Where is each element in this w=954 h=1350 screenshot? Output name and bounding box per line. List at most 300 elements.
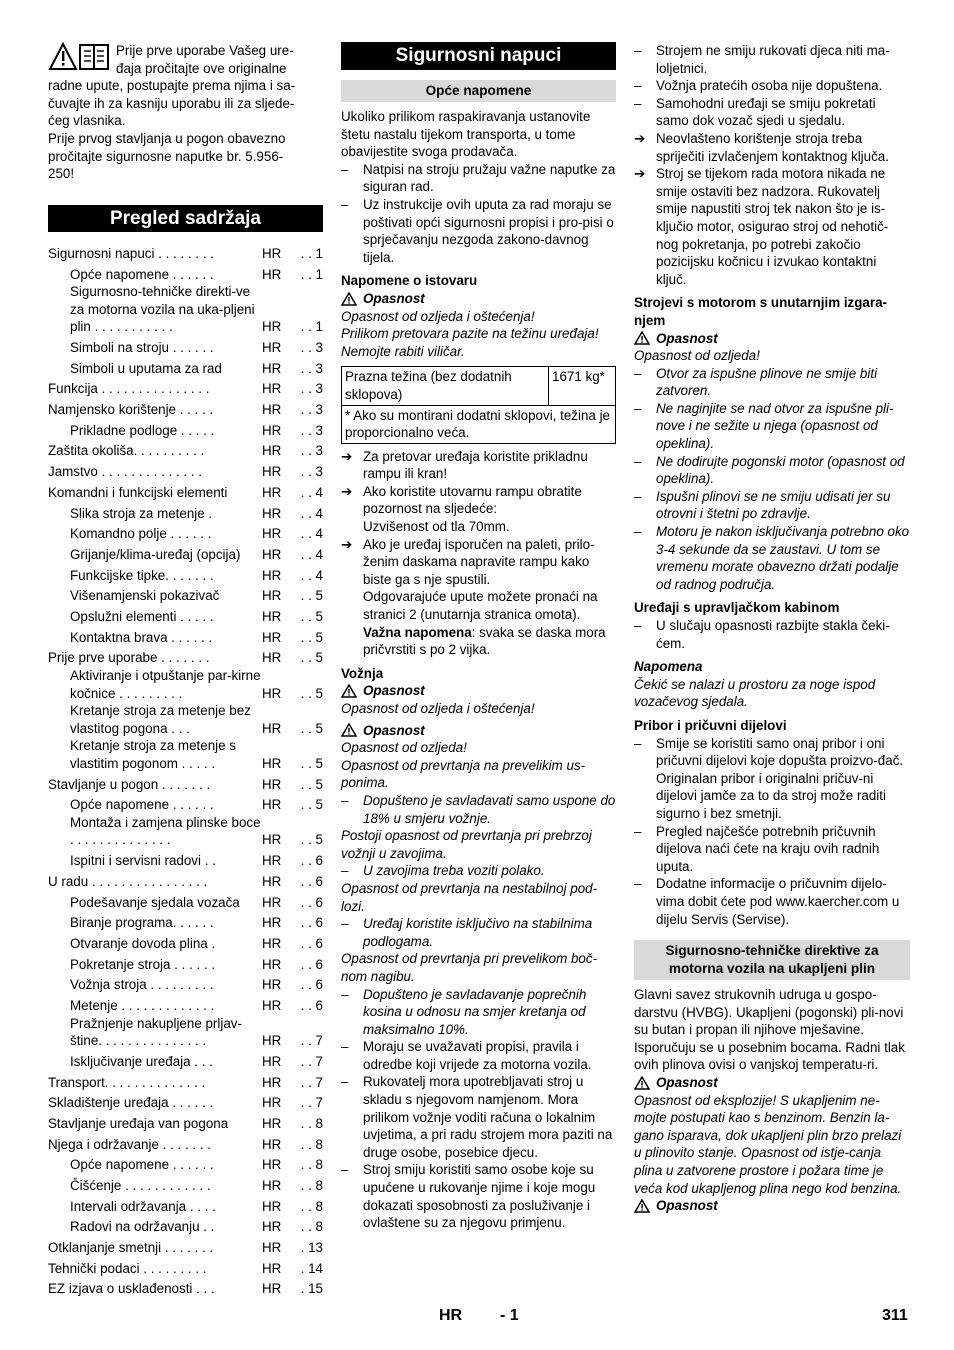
toc-entry-title: Funkcija . . . . . . . . . . . . . . . <box>48 381 210 397</box>
column-right <box>634 42 910 1215</box>
warning-icon <box>634 331 650 345</box>
toc-heading: Pregled sadržaja <box>48 205 323 232</box>
danger-label: Opasnost <box>363 683 425 699</box>
dash-mark: – <box>634 78 642 94</box>
warning-icon <box>634 1199 650 1213</box>
toc-entry-page: . . 8 <box>300 1115 323 1131</box>
important-note <box>341 624 616 659</box>
dash-mark: – <box>341 1039 349 1055</box>
toc-entry-title: Isključivanje uređaja . . . <box>70 1053 213 1069</box>
toc-entry-title: Slika stroja za metenje . <box>70 505 213 521</box>
toc-entry-lang: HR <box>262 1240 282 1255</box>
toc-entry[interactable] <box>48 994 323 1015</box>
paragraph: Glavni savez strukovnih udruga u gospo-darstvu (HVBG). Ukapljeni (pogonski) pli-novi su butan i propan ili njihove mješavine. Isporučuju se u posebnim bocama. Radni tlak ovih plinova ovisi o vanjskoj temperatu-ri. <box>634 987 905 1073</box>
toc-entry-page: . . 6 <box>300 915 323 931</box>
toc-entry[interactable] <box>48 336 323 357</box>
toc-entry[interactable] <box>48 439 323 460</box>
toc-entry-page: . . 8 <box>300 1219 323 1235</box>
weight-footnote: * Ako su montirani dodatni sklopovi, težina je proporcionalno veća. <box>342 405 616 443</box>
arrow-text: Neovlašteno korištenje stroja treba spriječiti izvlačenjem kontaktnog ključa. <box>656 130 889 164</box>
toc-entry-title: Otklanjanje smetnji . . . . . . . <box>48 1240 214 1255</box>
toc-entry-title: Zaštita okoliša. . . . . . . . . . <box>48 443 205 459</box>
arrow-icon: ➔ <box>341 483 353 499</box>
dash-text: Dodatne informacije o pričuvnim dijelo-vima dobit ćete pod www.kaercher.com u dijelu Servis (Servise). <box>656 876 900 927</box>
toc-entry[interactable] <box>48 772 323 793</box>
toc-entry-page: . . 6 <box>300 873 323 889</box>
danger-text: Opasnost od prevrtanja na nestabilnoj pod-lozi. <box>341 880 598 914</box>
toc-entry[interactable] <box>48 501 323 522</box>
danger-label: Opasnost <box>656 330 718 346</box>
toc-entry-lang: HR <box>262 650 282 666</box>
toc-entry[interactable] <box>48 952 323 973</box>
dash-text: Natpisi na stroju pružaju važne naputke za siguran rad. <box>363 161 616 195</box>
toc-entry-title: Grijanje/klima-uređaj (opcija) <box>70 546 241 562</box>
toc-entry[interactable] <box>48 460 323 481</box>
toc-entry-title: Intervali održavanja . . . . <box>70 1198 216 1214</box>
warning-icon <box>341 684 357 698</box>
toc-entry-page: . . 5 <box>300 797 323 813</box>
intro-line: radne upute, postupajte prema njima i sa- <box>48 78 296 94</box>
dash-item <box>634 400 910 453</box>
heading: Napomene o istovaru <box>341 273 478 289</box>
toc-entry-title: Aktiviranje i otpuštanje par-kirne kočnice . . . . . . . . . <box>70 667 261 701</box>
toc-entry[interactable] <box>48 849 323 870</box>
toc-entry[interactable] <box>48 242 323 263</box>
toc-entry-page: . . 5 <box>300 776 323 792</box>
toc-entry-lang: HR <box>262 381 282 397</box>
arrow-text: Ako koristite utovarnu rampu obratite pozornost na sljedeće: <box>363 483 582 517</box>
warning-icon <box>341 723 357 737</box>
toc-entry-title: Montaža i zamjena plinske boce . . . . . . . . . . . . . . <box>70 814 261 848</box>
danger-signal <box>341 682 616 700</box>
toc-entry-title: Biranje programa. . . . . . <box>70 915 214 931</box>
dash-text: U zavojima treba voziti polako. <box>363 863 545 879</box>
toc-entry-page: . . 7 <box>300 1074 323 1090</box>
toc-entry-page: . . 5 <box>300 629 323 645</box>
toc-entry[interactable] <box>48 419 323 440</box>
toc-entry[interactable] <box>48 932 323 953</box>
arrow-item <box>341 536 616 589</box>
toc-entry-lang: HR <box>262 567 282 583</box>
toc-entry[interactable] <box>48 911 323 932</box>
toc-entry-lang: HR <box>262 755 282 771</box>
toc-entry-lang: HR <box>262 797 282 813</box>
toc-entry-lang: HR <box>262 832 282 848</box>
toc-entry-lang: HR <box>262 977 282 993</box>
toc-entry-lang: HR <box>262 720 282 736</box>
toc-entry-title: Simboli na stroju . . . . . . <box>70 340 214 355</box>
toc-entry[interactable] <box>48 814 323 849</box>
toc-entry-page: . . 6 <box>300 997 323 1013</box>
toc-entry-lang: HR <box>262 1260 282 1276</box>
subsection-title: Sigurnosno-tehničke direktive za motorna vozila na ukapljeni plin <box>634 940 910 980</box>
dash-text: Ne naginjite se nad otvor za ispušne pli-nove i ne sežite u njega (opasnost od opeklina). <box>656 400 894 452</box>
dash-item <box>634 488 910 523</box>
danger-label: Opasnost <box>656 1075 718 1091</box>
toc-entry-lang: HR <box>262 526 282 542</box>
toc-entry-lang: HR <box>262 1219 282 1235</box>
toc-entry-lang: HR <box>262 1074 282 1090</box>
intro-line: čuvajte ih za kasniju uporabu ili za sljede- <box>48 95 295 111</box>
toc-entry-title: Sigurnosno-tehničke direkti-ve za motorna vozila na uka-pljeni plin . . . . . . . . . . . <box>70 284 255 335</box>
toc-entry-title: Vožnja stroja . . . . . . . . . <box>70 977 214 993</box>
toc-entry[interactable] <box>48 584 323 605</box>
toc-entry-lang: HR <box>262 1095 282 1111</box>
dash-text: Vožnja pratećih osoba nije dopuštena. <box>656 78 883 94</box>
toc-entry[interactable] <box>48 283 323 336</box>
dash-item <box>341 792 616 827</box>
dash-mark: – <box>341 161 349 177</box>
toc-entry-title: Ispitni i servisni radovi . . <box>70 853 216 869</box>
danger-text: Opasnost od eksplozije! S ukapljenim ne-mojte postupati kao s benzinom. Benzin la-gano isparava, dok ukapljeni plin brzo prelazi u plinovito stanje. Opasnost od istje-canja plina u zatvorene prostore i požara time je veća kod ukapljenog plina nego kod benzina. <box>634 1092 902 1196</box>
toc-entry-page: . . 8 <box>300 1157 323 1173</box>
toc-entry-page: . . 1 <box>300 245 323 261</box>
danger-signal <box>634 1074 910 1092</box>
toc-entry[interactable] <box>48 563 323 584</box>
arrow-icon: ➔ <box>341 536 353 552</box>
toc-entry-page: . . 3 <box>300 422 323 438</box>
intro-line: Prije prve uporabe Vašeg ure- <box>116 43 294 58</box>
toc-entry-lang: HR <box>262 608 282 624</box>
toc-entry-page: . . 7 <box>300 1053 323 1069</box>
dash-item <box>634 875 910 928</box>
toc-entry-page: . . 4 <box>300 567 323 583</box>
dash-item <box>341 161 616 196</box>
footer-page-marker: - 1 <box>500 1307 519 1324</box>
dash-item <box>341 986 616 1039</box>
dash-text: Strojem ne smiju rukovati djeca niti ma-loljetnici. <box>656 43 890 76</box>
heading: Vožnja <box>341 665 384 681</box>
toc-entry-lang: HR <box>262 1115 282 1131</box>
toc-entry[interactable] <box>48 1132 323 1153</box>
dash-mark: – <box>634 876 642 892</box>
dash-text: Samohodni uređaji se smiju pokretati samo dok vozač sjedi u sjedalu. <box>656 95 876 129</box>
danger-label: Opasnost <box>363 290 425 306</box>
danger-signal <box>634 1197 910 1215</box>
toc-entry-page: . . 1 <box>300 266 323 282</box>
toc-entry[interactable] <box>48 1153 323 1174</box>
toc-entry[interactable] <box>48 1112 323 1133</box>
toc-entry[interactable] <box>48 1277 323 1298</box>
indented-text: Uzvišenost od tla 70mm. <box>363 519 510 535</box>
weight-table <box>341 366 616 443</box>
arrow-text: Ako je uređaj isporučen na paleti, prilo-ženim daskama napravite rampu kako biste ga s nje spustili. <box>363 536 595 587</box>
toc-entry-page: . . 4 <box>300 526 323 542</box>
toc-entry-title: Stavljanje u pogon . . . . . . . <box>48 776 211 792</box>
toc-entry-page: . 15 <box>300 1281 323 1297</box>
toc-entry-lang: HR <box>262 1136 282 1152</box>
toc-entry-title: U radu . . . . . . . . . . . . . . . . <box>48 873 208 889</box>
toc-entry[interactable] <box>48 973 323 994</box>
toc-entry-page: . . 5 <box>300 832 323 848</box>
toc-entry-title: Opće napomene . . . . . . <box>70 266 214 282</box>
dash-mark: – <box>634 488 642 504</box>
toc-entry-page: . . 4 <box>300 546 323 562</box>
toc-entry-page: . . 4 <box>300 505 323 521</box>
danger-text: Opasnost od ozljeda! Opasnost od prevrtanja na prevelikim us-ponima. <box>341 740 586 791</box>
intro-line: Prije prvog stavljanja u pogon obavezno <box>48 130 286 146</box>
toc-entry-lang: HR <box>262 319 282 335</box>
toc-entry-page: . . 5 <box>300 650 323 666</box>
arrow-text: Stroj se tijekom rada motora nikada ne smije ostaviti bez nadzora. Rukovatelj smije napustiti stroj tek nakon što je is-ključio motor, osigurao stroj od nehotič-nog pokretanja, po potrebi zakočio pozicijsku kočnicu i izvukao kontaktni ključ. <box>656 166 889 287</box>
toc-entry[interactable] <box>48 1215 323 1236</box>
toc-entry-title: Višenamjenski pokazivač <box>70 588 220 604</box>
note-label: Napomena <box>634 659 703 675</box>
toc-entry-lang: HR <box>262 1177 282 1193</box>
toc-entry-title: Njega i održavanje . . . . . . . <box>48 1136 211 1152</box>
toc-entry-title: Metenje . . . . . . . . . . . . . <box>70 997 215 1013</box>
footer-page-number: 311 <box>882 1307 908 1324</box>
toc-entry[interactable] <box>48 1091 323 1112</box>
arrow-icon: ➔ <box>634 166 646 182</box>
toc-entry-title: Prikladne podloge . . . . . <box>70 422 215 438</box>
toc-entry-title: Jamstvo . . . . . . . . . . . . . . <box>48 464 203 480</box>
dash-item <box>341 862 616 880</box>
dash-mark: – <box>341 863 349 879</box>
dash-mark: – <box>341 986 349 1002</box>
toc-entry-page: . . 3 <box>300 443 323 459</box>
toc-entry-lang: HR <box>262 956 282 972</box>
dash-item <box>634 365 910 400</box>
danger-text: Opasnost od ozljeda i oštećenja! Prilikom pretovara pazite na težinu uređaja! Nemojte rabiti viličar. <box>341 308 599 359</box>
toc-entry-page: . . 3 <box>300 381 323 397</box>
dash-item <box>634 617 910 652</box>
warning-and-manual-icon <box>48 42 112 72</box>
toc-entry[interactable] <box>48 890 323 911</box>
toc-entry[interactable] <box>48 1257 323 1278</box>
dash-item <box>634 42 910 77</box>
toc-entry-title: Opće napomene . . . . . . <box>70 797 214 813</box>
toc-entry-title: Čišćenje . . . . . . . . . . . . <box>70 1177 211 1193</box>
toc-entry[interactable] <box>48 626 323 647</box>
toc-entry-title: Sigurnosni napuci . . . . . . . . <box>48 245 214 261</box>
toc-entry-title: Opće napomene . . . . . . <box>70 1157 214 1173</box>
toc-entry[interactable] <box>48 1015 323 1050</box>
dash-text: Moraju se uvažavati propisi, pravila i odredbe koji vrijede za motorna vozila. <box>363 1039 592 1072</box>
arrow-item <box>341 448 616 483</box>
toc-entry-page: . 14 <box>300 1260 323 1276</box>
dash-item <box>634 77 910 95</box>
toc-entry[interactable] <box>48 1050 323 1071</box>
toc-entry-lang: HR <box>262 402 282 418</box>
toc-entry-page: . . 5 <box>300 685 323 701</box>
toc-entry[interactable] <box>48 1174 323 1195</box>
toc-entry[interactable] <box>48 377 323 398</box>
dash-text: U slučaju opasnosti razbijte stakla čeki-ćem. <box>656 618 890 651</box>
toc-entry[interactable] <box>48 793 323 814</box>
danger-text: Postoji opasnost od prevrtanja pri prebrzoj vožnji u zavojima. <box>341 828 592 861</box>
toc-entry-title: Funkcijske tipke. . . . . . . <box>70 567 214 583</box>
dash-mark: – <box>634 365 642 381</box>
toc-entry-page: . . 8 <box>300 1198 323 1214</box>
toc-entry-lang: HR <box>262 997 282 1013</box>
intro-line: đaja pročitajte ove originalne <box>116 60 287 76</box>
dash-mark: – <box>634 95 642 111</box>
dash-text: Pregled najčešće potrebnih pričuvnih dijelova naći ćete na kraju ovih radnih uputa. <box>656 823 880 874</box>
dash-item <box>341 1161 616 1231</box>
arrow-text: Za pretovar uređaja koristite prikladnu rampu ili kran! <box>363 448 588 482</box>
toc-entry-lang: HR <box>262 443 282 459</box>
arrow-item <box>634 165 910 288</box>
toc-entry-page: . . 6 <box>300 956 323 972</box>
toc-entry-title: Stavljanje uređaja van pogona <box>48 1115 229 1131</box>
toc-entry[interactable] <box>48 398 323 419</box>
toc-entry-lang: HR <box>262 464 282 480</box>
toc-entry-page: . . 3 <box>300 464 323 480</box>
dash-text: Smije se koristiti samo onaj pribor i oni pričuvni dijelovi koje dopušta proizvo-đač. Originalan pribor i originalni pričuv-ni dijelovi jamče za to da stroj može raditi sigurno i bez smetnji. <box>656 735 904 821</box>
toc-entry[interactable] <box>48 667 323 702</box>
dash-text: Rukovatelj mora upotrebljavati stroj u skladu s njegovom namjenom. Mora prilikom vožnje voditi računa o lokalnim uvjetima, a pri radu strojem mora paziti na druge osobe, posebice djecu. <box>363 1074 613 1160</box>
toc-entry-lang: HR <box>262 935 282 951</box>
column-left <box>48 42 323 1298</box>
toc-entry-lang: HR <box>262 873 282 889</box>
toc-entry-page: . . 5 <box>300 755 323 771</box>
toc-entry-page: . . 5 <box>300 608 323 624</box>
toc-entry[interactable] <box>48 605 323 626</box>
heading: Uređaji s upravljačkom kabinom <box>634 600 840 616</box>
toc-entry-title: Komandno polje . . . . . . <box>70 526 212 542</box>
weight-label: Prazna težina (bez dodatnih sklopova) <box>342 367 549 405</box>
toc-entry-lang: HR <box>262 915 282 931</box>
intro-line: pročitajte sigurnosne naputke br. 5.956- <box>48 148 284 164</box>
subsection-title: Opće napomene <box>341 80 616 102</box>
toc-entry-lang: HR <box>262 629 282 645</box>
toc-entry[interactable] <box>48 737 323 772</box>
danger-signal <box>634 330 910 348</box>
toc-entry[interactable] <box>48 702 323 737</box>
dash-mark: – <box>634 43 642 58</box>
dash-text: Ispušni plinovi se ne smiju udisati jer su otrovni i štetni po zdravlje. <box>656 488 891 522</box>
dash-item <box>634 735 910 823</box>
toc-entry-page: . . 3 <box>300 402 323 418</box>
intro-line: 250! <box>48 166 75 182</box>
danger-label: Opasnost <box>656 1198 718 1214</box>
toc-entry[interactable] <box>48 543 323 564</box>
toc-entry-lang: HR <box>262 1157 282 1173</box>
toc-entry-page: . . 5 <box>300 588 323 604</box>
intro-notice <box>48 42 323 183</box>
toc-entry-page: . . 6 <box>300 894 323 910</box>
arrow-icon: ➔ <box>341 448 353 464</box>
warning-icon <box>634 1076 650 1090</box>
toc-entry-lang: HR <box>262 245 282 261</box>
arrow-item <box>341 483 616 518</box>
toc-entry-page: . . 7 <box>300 1095 323 1111</box>
dash-mark: – <box>634 524 642 540</box>
dash-item <box>341 1038 616 1073</box>
toc-entry-lang: HR <box>262 266 282 282</box>
toc-entry[interactable] <box>48 357 323 378</box>
toc-entry[interactable] <box>48 1195 323 1216</box>
toc-entry[interactable] <box>48 870 323 891</box>
note-text: Čekić se nalazi u prostoru za noge ispod vozačevog sjedala. <box>634 676 876 710</box>
danger-text: Opasnost od prevrtanja pri prevelikom boč-nom nagibu. <box>341 951 598 984</box>
toc-entry-lang: HR <box>262 588 282 604</box>
toc-entry-page: . . 8 <box>300 1177 323 1193</box>
dash-mark: – <box>634 618 642 633</box>
toc-entry-lang: HR <box>262 484 282 500</box>
toc-entry-lang: HR <box>262 1198 282 1214</box>
toc-entry-title: Kretanje stroja za metenje s vlastitim pogonom . . . . . <box>70 738 236 771</box>
danger-signal <box>341 290 616 308</box>
dash-mark: – <box>341 792 349 808</box>
toc-entry-lang: HR <box>262 853 282 869</box>
toc-entry-title: Tehnički podaci . . . . . . . . . <box>48 1260 207 1276</box>
dash-mark: – <box>341 916 349 932</box>
dash-mark: – <box>634 735 642 751</box>
dash-mark: – <box>341 1074 349 1090</box>
toc-entry[interactable] <box>48 481 323 502</box>
dash-item <box>634 95 910 130</box>
dash-text: Uređaj koristite isključivo na stabilnima podlogama. <box>363 916 593 949</box>
toc-entry-title: Simboli u uputama za rad <box>70 360 222 376</box>
toc-entry-page: . . 4 <box>300 484 323 500</box>
toc-entry-lang: HR <box>262 360 282 376</box>
toc-entry-title: Opslužni elementi . . . . . <box>70 608 214 624</box>
toc-entry-page: . . 6 <box>300 853 323 869</box>
toc-entry-lang: HR <box>262 422 282 438</box>
dash-mark: – <box>341 196 349 212</box>
dash-item <box>634 453 910 488</box>
dash-text: Dopušteno je savladavati samo uspone do 18% u smjeru vožnje. <box>363 792 616 826</box>
toc-entry[interactable] <box>48 262 323 283</box>
danger-signal <box>341 722 616 740</box>
danger-label: Opasnost <box>363 722 425 738</box>
toc-entry[interactable] <box>48 1070 323 1091</box>
toc-entry-page: . . 8 <box>300 1136 323 1152</box>
danger-text: Opasnost od ozljeda! <box>634 348 760 364</box>
toc-entry-title: Pražnjenje nakupljene prljav-štine. . . . . . . . . . . . . . . <box>70 1015 242 1049</box>
toc-entry-title: EZ izjava o usklađenosti . . . <box>48 1281 215 1297</box>
dash-text: Uz instrukcije ovih uputa za rad moraju se poštivati opći sigurnosni propisi i pro-pisi o sprječavanju nezgoda zakono-davnog tijela. <box>363 196 614 265</box>
dash-text: Ne dodirujte pogonski motor (opasnost od opeklina). <box>656 453 905 487</box>
danger-text: Opasnost od ozljeda i oštećenja! <box>341 701 535 716</box>
important-label: Važna napomena <box>363 624 472 640</box>
dash-text: Stroj smiju koristiti samo osobe koje su upućene u rukovanje njime i koje mogu dokazati sposobnosti za posluživanje i ovlaštene su za njegovu primjenu. <box>363 1162 596 1231</box>
toc-entry-page: . . 3 <box>300 360 323 376</box>
dash-mark: – <box>634 453 642 469</box>
toc-entry-lang: HR <box>262 894 282 910</box>
toc-entry[interactable] <box>48 522 323 543</box>
dash-mark: – <box>341 1162 349 1178</box>
dash-text: Otvor za ispušne plinove ne smije biti zatvoren. <box>656 365 878 399</box>
column-middle <box>341 42 616 1232</box>
toc-entry-page: . . 6 <box>300 935 323 951</box>
toc-entry-title: Otvaranje dovoda plina . <box>70 935 216 951</box>
toc-entry-lang: HR <box>262 546 282 562</box>
dash-mark: – <box>634 823 642 839</box>
dash-item <box>634 523 910 593</box>
toc-entry-lang: HR <box>262 1053 282 1069</box>
toc-entry-lang: HR <box>262 776 282 792</box>
toc-entry-lang: HR <box>262 340 282 355</box>
dash-item <box>634 823 910 876</box>
dash-item <box>341 196 616 266</box>
toc-entry-title: Komandni i funkcijski elementi <box>48 484 228 500</box>
indented-text: Odgovarajuće upute možete pronaći na stranici 2 (unutarnja stranica omota). <box>363 589 598 623</box>
table-of-contents <box>48 242 323 1298</box>
toc-entry-lang: HR <box>262 1033 282 1049</box>
toc-entry[interactable] <box>48 1236 323 1257</box>
toc-entry-title: Pokretanje stroja . . . . . . <box>70 956 216 972</box>
section-title: Sigurnosni napuci <box>341 42 616 70</box>
toc-entry-page: . . 3 <box>300 340 323 355</box>
toc-entry-lang: HR <box>262 505 282 521</box>
toc-entry-title: Transport. . . . . . . . . . . . . . <box>48 1074 206 1090</box>
toc-entry[interactable] <box>48 646 323 667</box>
toc-entry-page: . 13 <box>300 1240 323 1255</box>
warning-icon <box>341 292 357 306</box>
